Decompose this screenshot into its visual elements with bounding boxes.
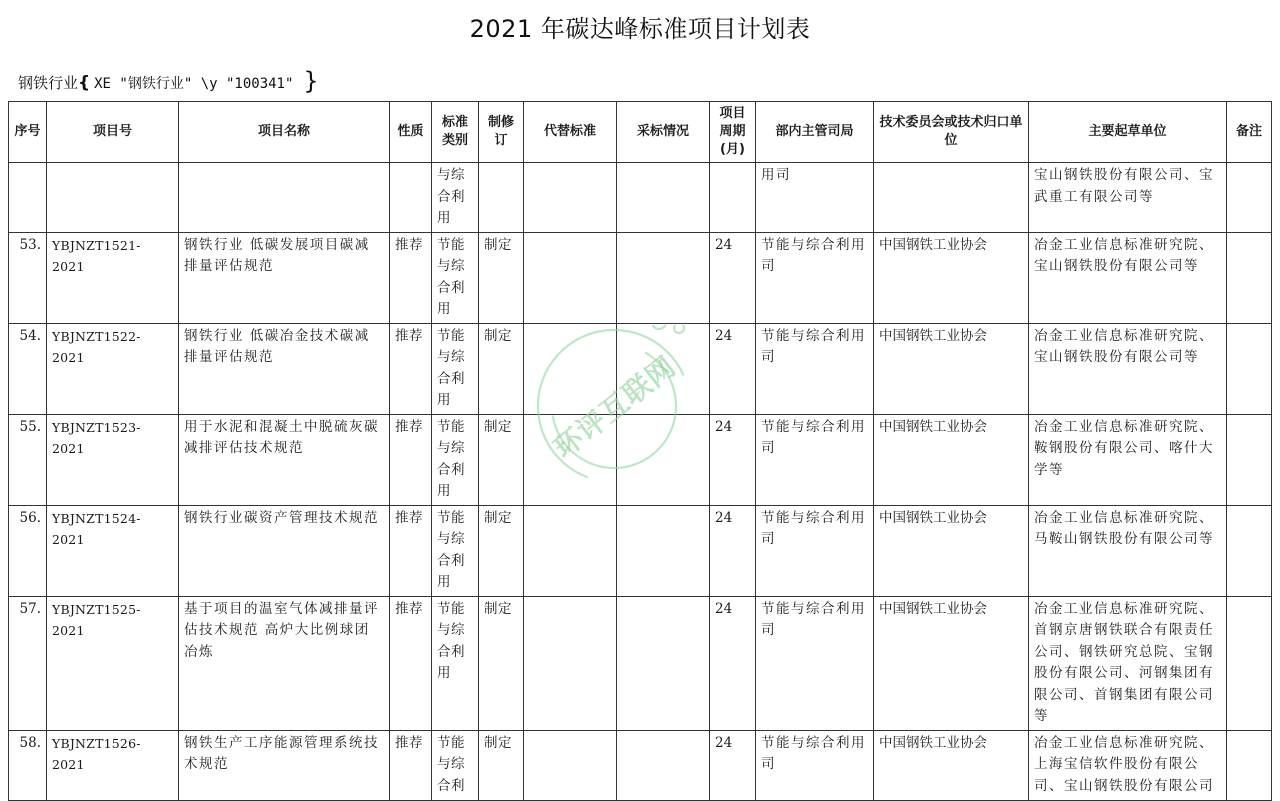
cell-dept: 节能与综合利用司 bbox=[756, 730, 874, 800]
cell-revise bbox=[479, 163, 524, 233]
cell-replace bbox=[524, 323, 617, 414]
cell-committee bbox=[874, 163, 1029, 233]
cell-period: 24 bbox=[710, 323, 756, 414]
cell-committee: 中国钢铁工业协会 bbox=[874, 323, 1029, 414]
cell-period: 24 bbox=[710, 232, 756, 323]
cell-drafter: 冶金工业信息标准研究院、宝山钢铁股份有限公司等 bbox=[1029, 323, 1227, 414]
header-period: 项目周期(月) bbox=[710, 102, 756, 163]
cell-committee: 中国钢铁工业协会 bbox=[874, 414, 1029, 505]
cell-note bbox=[1227, 232, 1272, 323]
cell-replace bbox=[524, 730, 617, 800]
cell-nature: 推荐 bbox=[390, 232, 432, 323]
cell-replace bbox=[524, 414, 617, 505]
cell-drafter: 冶金工业信息标准研究院、鞍钢股份有限公司、喀什大学等 bbox=[1029, 414, 1227, 505]
cell-period bbox=[710, 163, 756, 233]
header-nature: 性质 bbox=[390, 102, 432, 163]
table-header-row bbox=[9, 102, 1272, 163]
cell-committee: 中国钢铁工业协会 bbox=[874, 730, 1029, 800]
cell-name: 钢铁行业碳资产管理技术规范 bbox=[179, 505, 390, 596]
cell-note bbox=[1227, 163, 1272, 233]
cell-adopt bbox=[617, 505, 710, 596]
cell-name: 钢铁生产工序能源管理系统技术规范 bbox=[179, 730, 390, 800]
cell-revise: 制定 bbox=[479, 414, 524, 505]
header-replace: 代替标准 bbox=[524, 102, 617, 163]
cell-dept: 节能与综合利用司 bbox=[756, 596, 874, 730]
cell-seq: 55. bbox=[9, 414, 47, 505]
cell-note bbox=[1227, 505, 1272, 596]
cell-drafter: 冶金工业信息标准研究院、宝山钢铁股份有限公司等 bbox=[1029, 232, 1227, 323]
cell-code: YBJNZT1526-2021 bbox=[47, 730, 179, 800]
cell-revise: 制定 bbox=[479, 730, 524, 800]
document-title: 2021 年碳达峰标准项目计划表 bbox=[469, 15, 811, 43]
cell-type: 节能与综合利用 bbox=[432, 414, 479, 505]
index-field-code: XE "钢铁行业" \y "100341" bbox=[94, 76, 294, 92]
cell-period: 24 bbox=[710, 414, 756, 505]
cell-name: 用于水泥和混凝土中脱硫灰碳减排评估技术规范 bbox=[179, 414, 390, 505]
cell-adopt bbox=[617, 163, 710, 233]
cell-revise: 制定 bbox=[479, 323, 524, 414]
cell-seq: 54. bbox=[9, 323, 47, 414]
cell-nature: 推荐 bbox=[390, 323, 432, 414]
cell-nature: 推荐 bbox=[390, 730, 432, 800]
cell-adopt bbox=[617, 414, 710, 505]
header-type: 标准类别 bbox=[432, 102, 479, 163]
cell-period: 24 bbox=[710, 730, 756, 800]
cell-adopt bbox=[617, 730, 710, 800]
cell-period: 24 bbox=[710, 505, 756, 596]
cell-type: 节能与综合利用 bbox=[432, 596, 479, 730]
cell-code: YBJNZT1524-2021 bbox=[47, 505, 179, 596]
cell-type: 节能与综合利用 bbox=[432, 505, 479, 596]
cell-replace bbox=[524, 596, 617, 730]
cell-period: 24 bbox=[710, 596, 756, 730]
cell-note bbox=[1227, 730, 1272, 800]
cell-seq: 58. bbox=[9, 730, 47, 800]
cell-committee: 中国钢铁工业协会 bbox=[874, 232, 1029, 323]
cell-note bbox=[1227, 596, 1272, 730]
header-adopt: 采标情况 bbox=[617, 102, 710, 163]
table-row bbox=[9, 505, 1272, 596]
table-row bbox=[9, 163, 1272, 233]
table-row bbox=[9, 730, 1272, 800]
cell-name: 钢铁行业 低碳冶金技术碳减排量评估规范 bbox=[179, 323, 390, 414]
cell-seq: 53. bbox=[9, 232, 47, 323]
cell-replace bbox=[524, 505, 617, 596]
cell-drafter: 冶金工业信息标准研究院、马鞍山钢铁股份有限公司等 bbox=[1029, 505, 1227, 596]
header-note: 备注 bbox=[1227, 102, 1272, 163]
cell-name: 钢铁行业 低碳发展项目碳减排量评估规范 bbox=[179, 232, 390, 323]
cell-type: 节能与综合利用 bbox=[432, 323, 479, 414]
cell-drafter: 宝山钢铁股份有限公司、宝武重工有限公司等 bbox=[1029, 163, 1227, 233]
field-open-brace: { bbox=[78, 73, 91, 93]
cell-replace bbox=[524, 232, 617, 323]
header-committee: 技术委员会或技术归口单位 bbox=[874, 102, 1029, 163]
cell-dept: 节能与综合利用司 bbox=[756, 505, 874, 596]
field-close-brace: } bbox=[303, 67, 319, 95]
cell-revise: 制定 bbox=[479, 596, 524, 730]
standards-plan-table bbox=[8, 101, 1272, 801]
cell-note bbox=[1227, 323, 1272, 414]
cell-name bbox=[179, 163, 390, 233]
table-row bbox=[9, 323, 1272, 414]
table-row bbox=[9, 232, 1272, 323]
cell-code: YBJNZT1522-2021 bbox=[47, 323, 179, 414]
cell-type: 节能与综合利用 bbox=[432, 232, 479, 323]
cell-replace bbox=[524, 163, 617, 233]
cell-dept: 节能与综合利用司 bbox=[756, 414, 874, 505]
cell-type: 节能与综合利 bbox=[432, 730, 479, 800]
table-row bbox=[9, 596, 1272, 730]
cell-note bbox=[1227, 414, 1272, 505]
cell-adopt bbox=[617, 323, 710, 414]
cell-nature: 推荐 bbox=[390, 414, 432, 505]
cell-code: YBJNZT1523-2021 bbox=[47, 414, 179, 505]
cell-committee: 中国钢铁工业协会 bbox=[874, 505, 1029, 596]
header-dept: 部内主管司局 bbox=[756, 102, 874, 163]
cell-revise: 制定 bbox=[479, 505, 524, 596]
cell-nature: 推荐 bbox=[390, 596, 432, 730]
header-name: 项目名称 bbox=[179, 102, 390, 163]
cell-dept: 节能与综合利用司 bbox=[756, 323, 874, 414]
cell-dept: 用司 bbox=[756, 163, 874, 233]
cell-adopt bbox=[617, 232, 710, 323]
header-seq: 序号 bbox=[9, 102, 47, 163]
cell-nature bbox=[390, 163, 432, 233]
cell-seq bbox=[9, 163, 47, 233]
cell-name: 基于项目的温室气体减排量评估技术规范 高炉大比例球团冶炼 bbox=[179, 596, 390, 730]
cell-adopt bbox=[617, 596, 710, 730]
cell-code: YBJNZT1521-2021 bbox=[47, 232, 179, 323]
cell-code bbox=[47, 163, 179, 233]
header-drafter: 主要起草单位 bbox=[1029, 102, 1227, 163]
section-heading bbox=[18, 66, 319, 94]
cell-committee: 中国钢铁工业协会 bbox=[874, 596, 1029, 730]
header-code: 项目号 bbox=[47, 102, 179, 163]
header-revise: 制修订 bbox=[479, 102, 524, 163]
section-name: 钢铁行业 bbox=[18, 74, 79, 92]
cell-seq: 56. bbox=[9, 505, 47, 596]
cell-nature: 推荐 bbox=[390, 505, 432, 596]
cell-drafter: 冶金工业信息标准研究院、上海宝信软件股份有限公司、宝山钢铁股份有限公司 bbox=[1029, 730, 1227, 800]
cell-code: YBJNZT1525-2021 bbox=[47, 596, 179, 730]
cell-revise: 制定 bbox=[479, 232, 524, 323]
cell-type: 与综合利用 bbox=[432, 163, 479, 233]
watermark-text: 环评互联网 bbox=[547, 349, 683, 465]
cell-drafter: 冶金工业信息标准研究院、首钢京唐钢铁联合有限责任公司、钢铁研究总院、宝钢股份有限公司、河钢集团有限公司、首钢集团有限公司等 bbox=[1029, 596, 1227, 730]
cell-seq: 57. bbox=[9, 596, 47, 730]
cell-dept: 节能与综合利用司 bbox=[756, 232, 874, 323]
table-row bbox=[9, 414, 1272, 505]
